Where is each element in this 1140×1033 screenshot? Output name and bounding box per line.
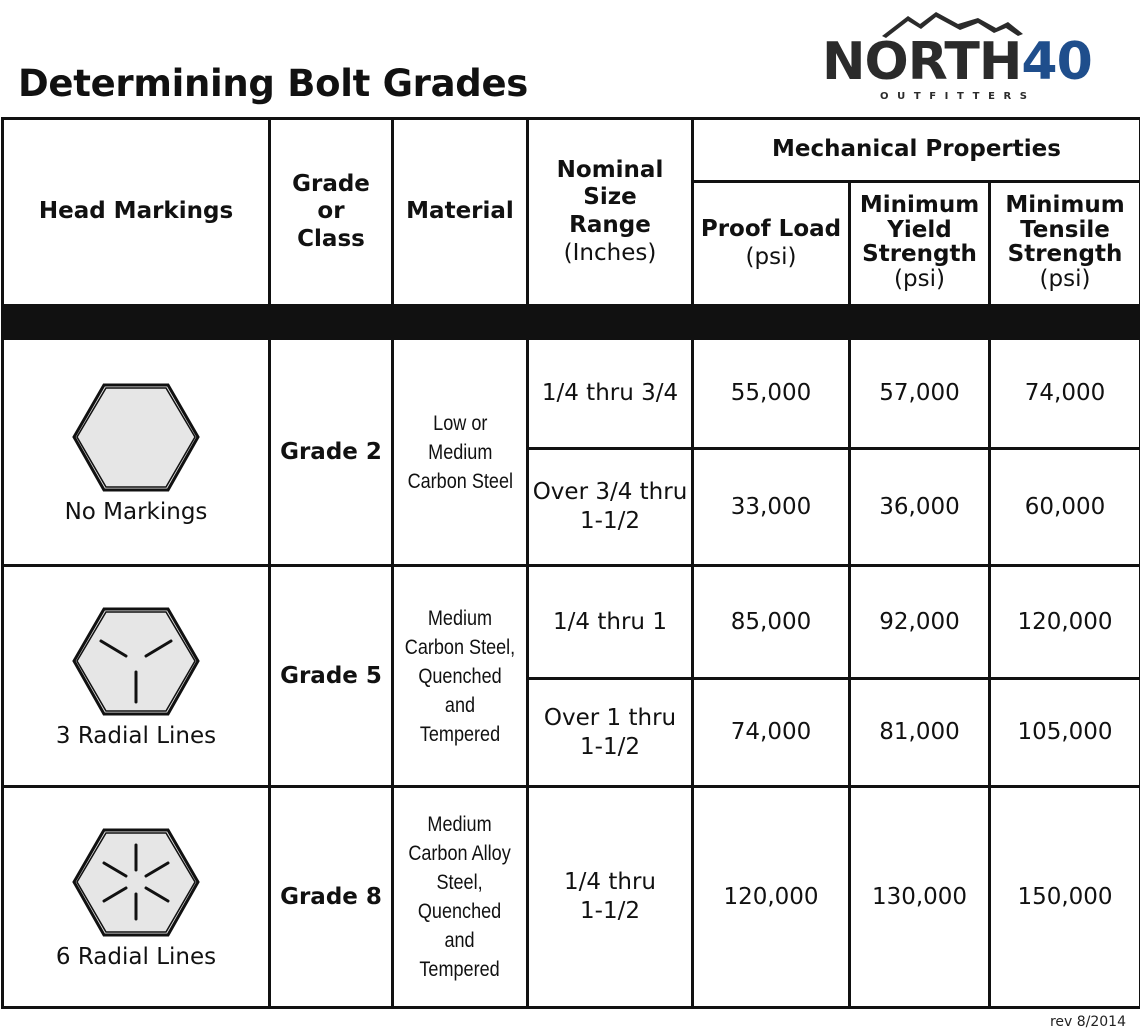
size-range-cell: 1/4 thru 3/4 <box>528 339 693 449</box>
proof-load-cell: 55,000 <box>693 339 850 449</box>
grade-8-label: Grade 8 <box>270 787 393 1008</box>
head-marking-grade-2: No Markings <box>3 339 270 566</box>
proof-load-cell: 85,000 <box>693 566 850 679</box>
size-range-cell: Over 3/4 thru 1-1/2 <box>528 449 693 566</box>
divider-bar <box>3 306 1140 339</box>
hex-no-markings-icon <box>71 380 201 495</box>
material-grade-2: Low or Medium Carbon Steel <box>393 339 528 566</box>
yield-strength-cell: 81,000 <box>850 679 990 787</box>
size-range-cell: Over 1 thru 1-1/2 <box>528 679 693 787</box>
revision-note: rev 8/2014 <box>1049 1014 1126 1030</box>
proof-load-cell: 120,000 <box>693 787 850 1008</box>
yield-strength-cell: 36,000 <box>850 449 990 566</box>
head-marking-grade-8: 6 Radial Lines <box>3 787 270 1008</box>
tensile-strength-cell: 105,000 <box>990 679 1140 787</box>
header-size-range: Nominal Size Range (Inches) <box>528 119 693 306</box>
yield-strength-cell: 130,000 <box>850 787 990 1008</box>
logo-tagline: OUTFITTERS <box>880 91 1036 102</box>
tensile-strength-cell: 150,000 <box>990 787 1140 1008</box>
logo-wordmark: NORTH40 <box>822 32 1092 92</box>
material-grade-5: Medium Carbon Steel, Quenched and Tempered <box>393 566 528 787</box>
header-yield-strength: Minimum Yield Strength (psi) <box>850 182 990 306</box>
hex-3-radial-lines-icon <box>71 604 201 719</box>
north40-logo <box>818 6 1118 102</box>
page-title: Determining Bolt Grades <box>18 62 528 105</box>
proof-load-cell: 74,000 <box>693 679 850 787</box>
material-grade-8: Medium Carbon Alloy Steel, Quenched and Tempered <box>393 787 528 1008</box>
proof-load-cell: 33,000 <box>693 449 850 566</box>
head-marking-grade-5: 3 Radial Lines <box>3 566 270 787</box>
header-head-markings: Head Markings <box>3 119 270 306</box>
grade-5-label: Grade 5 <box>270 566 393 787</box>
tensile-strength-cell: 60,000 <box>990 449 1140 566</box>
yield-strength-cell: 57,000 <box>850 339 990 449</box>
header-grade: Grade or Class <box>270 119 393 306</box>
bolt-grades-table <box>1 117 1140 1009</box>
size-range-cell: 1/4 thru 1 <box>528 566 693 679</box>
header-material: Material <box>393 119 528 306</box>
yield-strength-cell: 92,000 <box>850 566 990 679</box>
hex-6-radial-lines-icon <box>71 825 201 940</box>
tensile-strength-cell: 120,000 <box>990 566 1140 679</box>
header-tensile-strength: Minimum Tensile Strength (psi) <box>990 182 1140 306</box>
tensile-strength-cell: 74,000 <box>990 339 1140 449</box>
size-range-cell: 1/4 thru 1-1/2 <box>528 787 693 1008</box>
grade-2-label: Grade 2 <box>270 339 393 566</box>
header-proof-load: Proof Load (psi) <box>693 182 850 306</box>
header-mechanical-properties: Mechanical Properties <box>693 119 1140 182</box>
